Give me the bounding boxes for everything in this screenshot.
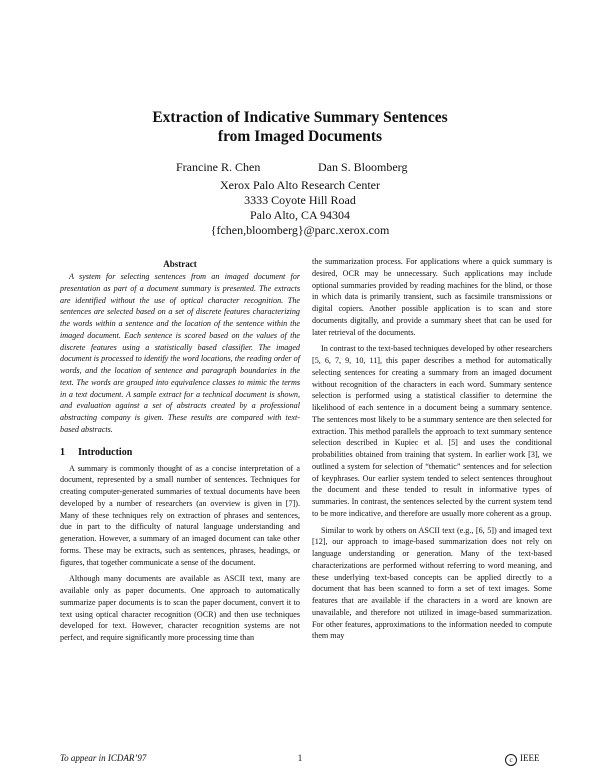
title-line-2: from Imaged Documents (217, 128, 383, 145)
author-1: Francine R. Chen (176, 160, 261, 174)
abstract-text: A system for selecting sentences from an imaged document for presentation as part of a document summary is presented. The extracts are identified without the use of optical character recognition. The sentences are selected based on a set of discrete features characterizing the words within a sentence and the location of the sentence within the imaged document. Each sentence is scored based on the values of the discrete features using a statistically based classifier. The imaged document is processed to identify the word locations, the reading order of words, and the location of sentence and paragraph boundaries in the text. The words are grouped into equivalence classes to mimic the terms in a text document. A sample extract for a technical document is shown, and evaluation against a set of abstracts created by a professional abstracting company is given. These results are compared with text-based abstracts. (60, 272, 300, 434)
right-paragraph-2: In contrast to the text-based techniques developed by other researchers [5, 6, 7, 9, 10, 11], this paper describes a method for automatically selecting sentences for creating a summary from an imaged document without recognition of the characters in each word. Summary sentence selection is performed using a statistical classifier to determine the likelihood of each sentence in a document being a summary sentence. The sentences most likely to be a summary sentence are then selected for extraction. This method parallels the approach to text summary sentence selection described in Kupiec et al. [5] and uses the conditional probabilities obtained from training that system. In earlier work [3], we outlined a system for selection of “thematic” sentences and for selection of keyphrases. Our earlier system tended to select sentences throughout the document and these tended to result in informative types of summaries. In contrast, the sentences selected by the current system tend to be more indicative, and therefore are usually more coherent as a group. (312, 344, 552, 518)
affiliation-org: Xerox Palo Alto Research Center (220, 178, 380, 192)
paper-title (0, 108, 600, 146)
left-column (60, 258, 300, 649)
affiliation-street: 3333 Coyote Hill Road (244, 193, 356, 207)
right-paragraph-1: the summarization process. For applications where a quick summary is desired, OCR may be unnecessary. Such applications may include optional summaries provided by reading machines for the blind, or those in which data is primarily transient, such as facsimile transmissions or digital copiers. Another possible application is to scan and store documents digitally, and provide a summary sheet that can be used for later retrieval of the documents. (312, 257, 552, 337)
footer-publisher: IEEE (520, 753, 540, 763)
intro-paragraph-2: Although many documents are available as ASCII text, many are available only as paper documents. One approach to automatically summarize paper documents is to scan the paper document, convert it to text using optical character recognition (OCR) and then use techniques developed for text. However, character recognition systems are not perfect, and require significantly more processing time than (60, 574, 300, 642)
right-column (312, 256, 552, 647)
copyright-icon: c (505, 754, 517, 766)
section-number: 1 (60, 446, 65, 458)
footer-venue: To appear in ICDAR’97 (60, 753, 147, 763)
abstract-heading: Abstract (163, 259, 197, 269)
section-heading (60, 446, 300, 459)
footer-copyright (505, 752, 540, 766)
author-2: Dan S. Bloomberg (318, 160, 408, 174)
right-paragraph-3: Similar to work by others on ASCII text (e.g., [6, 5]) and imaged text [12], our approach to image-based summarization does not rely on language understanding or generation. Many of the text-based characterizations are performed without referring to word meaning, and these underlying text-based concepts can be applied directly to a document that has been scanned to form a set of text images. Some features that are available if the characters in a word are known are unavailable, and therefore not utilized in image-based summarization. For other features, approximations to the information needed to compute them may (312, 525, 552, 641)
section-title: Introduction (78, 446, 133, 458)
affiliation-city: Palo Alto, CA 94304 (249, 208, 350, 222)
affiliation-block (0, 178, 600, 238)
intro-paragraph-1: A summary is commonly thought of as a concise interpretation of a document, represented by a small number of sentences. Techniques for creating computer-generated summaries of textual documents have been developed by a number of researchers (an overview is given in [7]). Many of these techniques rely on extraction of phrases and sentences, due in part to the difficulty of natural language understanding and generation. However, a summary of an imaged document can take other forms. These may be extracts, such as sentences, phrases, headings, or figures, that together communicate a sense of the document. (60, 463, 300, 567)
title-line-1: Extraction of Indicative Summary Sentences (152, 109, 448, 126)
affiliation-email: {fchen,bloomberg}@parc.xerox.com (210, 223, 390, 237)
page-number: 1 (297, 753, 303, 763)
